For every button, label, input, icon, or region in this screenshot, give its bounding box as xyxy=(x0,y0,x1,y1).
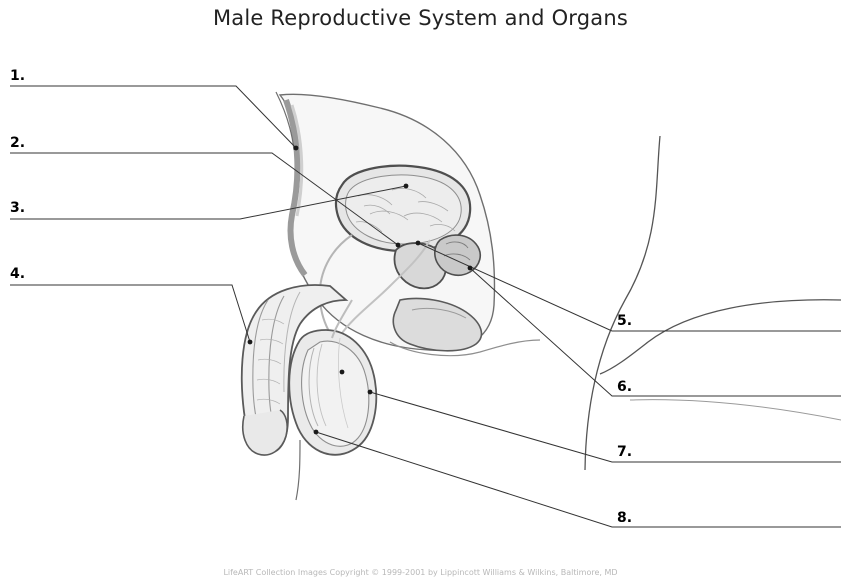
seminal-vesicle xyxy=(435,235,480,275)
body-contour-right xyxy=(585,136,660,470)
label-number-6: 6. xyxy=(617,379,633,395)
label-number-2: 2. xyxy=(10,135,26,151)
scrotal-skin-fold xyxy=(296,440,300,500)
copyright-credit: LifeART Collection Images Copyright © 1999-2001 by Lippincott Williams & Wilkins, Baltimore, MD xyxy=(223,568,618,577)
label-number-4: 4. xyxy=(10,266,26,282)
label-number-7: 7. xyxy=(617,444,633,460)
thigh-contour xyxy=(600,300,841,374)
label-number-5: 5. xyxy=(617,313,633,329)
bladder-inner xyxy=(346,175,462,244)
label-number-3: 3. xyxy=(10,200,26,216)
label-number-8: 8. xyxy=(617,510,633,526)
anatomy-group xyxy=(242,92,841,500)
page-title: Male Reproductive System and Organs xyxy=(212,6,629,30)
thigh-contour-lower xyxy=(630,400,841,420)
label-number-1: 1. xyxy=(10,68,26,84)
